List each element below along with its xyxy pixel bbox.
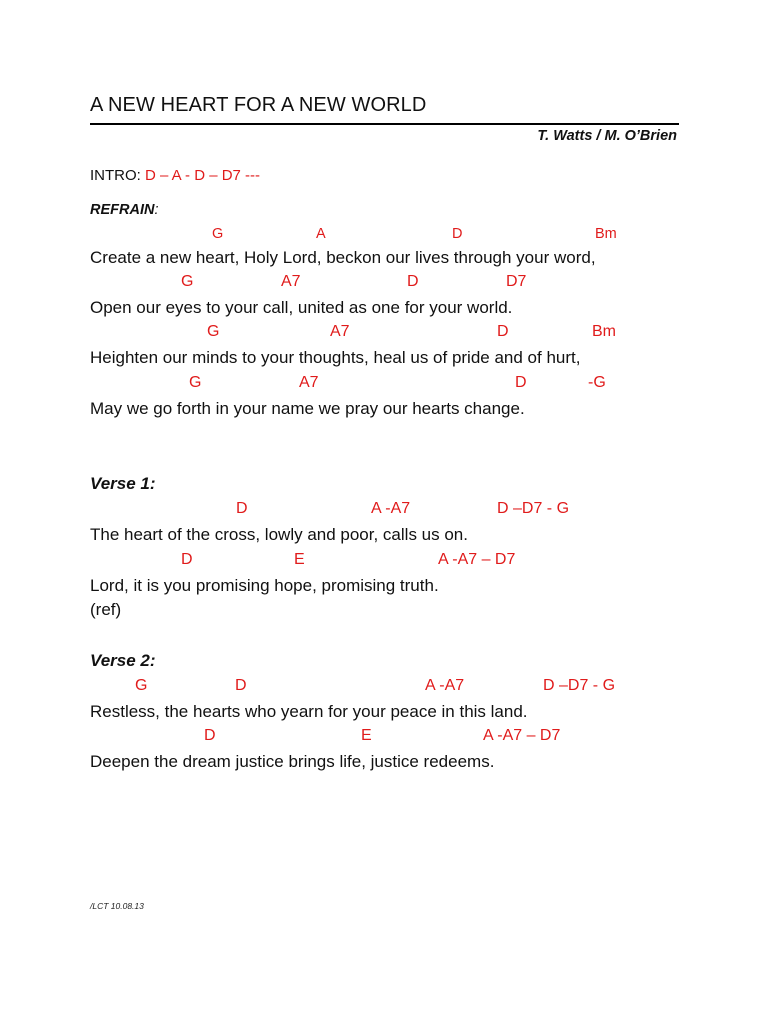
chord: A7 <box>281 273 301 290</box>
chord: G <box>189 374 202 391</box>
chord: D <box>452 226 463 242</box>
verse-1-lyric-1: The heart of the cross, lowly and poor, calls us on. <box>90 525 468 544</box>
chord: D <box>515 374 527 391</box>
chord: G <box>207 323 220 340</box>
song-authors: T. Watts / M. O’Brien <box>537 128 677 144</box>
chord: -G <box>588 374 606 391</box>
chord: D <box>236 500 248 517</box>
chord: Bm <box>592 323 616 340</box>
refrain-lyric-4: May we go forth in your name we pray our hearts change. <box>90 399 525 418</box>
chord: D –D7 - G <box>543 677 616 694</box>
chord: E <box>361 727 372 744</box>
verse-1-heading: Verse 1: <box>90 474 156 493</box>
title-underline <box>90 123 679 125</box>
chord: A -A7 <box>425 677 465 694</box>
chord: D <box>204 727 216 744</box>
verse-2-heading: Verse 2: <box>90 651 156 670</box>
chord: A <box>316 226 326 242</box>
footer-note: /LCT 10.08.13 <box>90 901 144 911</box>
chord: D <box>181 551 193 568</box>
song-title: A NEW HEART FOR A NEW WORLD <box>90 94 427 116</box>
chord: G <box>135 677 148 694</box>
chord: A -A7 – D7 <box>438 551 516 568</box>
refrain-reference: (ref) <box>90 600 122 619</box>
chord: A -A7 – D7 <box>483 727 561 744</box>
chord: D <box>235 677 247 694</box>
chord: D7 <box>506 273 527 290</box>
refrain-label: REFRAIN <box>90 202 155 218</box>
verse-2-lyric-2: Deepen the dream justice brings life, justice redeems. <box>90 752 495 771</box>
refrain-lyric-3: Heighten our minds to your thoughts, heal us of pride and of hurt, <box>90 348 581 367</box>
refrain-lyric-1: Create a new heart, Holy Lord, beckon our lives through your word, <box>90 248 596 267</box>
refrain-lyric-2: Open our eyes to your call, united as one for your world. <box>90 298 513 317</box>
intro-line <box>90 167 260 184</box>
chord: A7 <box>299 374 319 391</box>
chord: D –D7 - G <box>497 500 570 517</box>
refrain-heading <box>90 202 158 218</box>
chord: D <box>497 323 509 340</box>
intro-label: INTRO: <box>90 167 145 184</box>
chord: E <box>294 551 305 568</box>
chord: G <box>212 226 224 242</box>
verse-2-lyric-1: Restless, the hearts who yearn for your peace in this land. <box>90 702 528 721</box>
intro-chords: D – A - D – D7 --- <box>145 167 261 184</box>
chord: A7 <box>330 323 350 340</box>
chord: A -A7 <box>371 500 411 517</box>
chord: G <box>181 273 194 290</box>
refrain-colon: : <box>154 202 159 218</box>
verse-1-lyric-2: Lord, it is you promising hope, promising truth. <box>90 576 439 595</box>
chord: Bm <box>595 226 617 242</box>
chord: D <box>407 273 419 290</box>
